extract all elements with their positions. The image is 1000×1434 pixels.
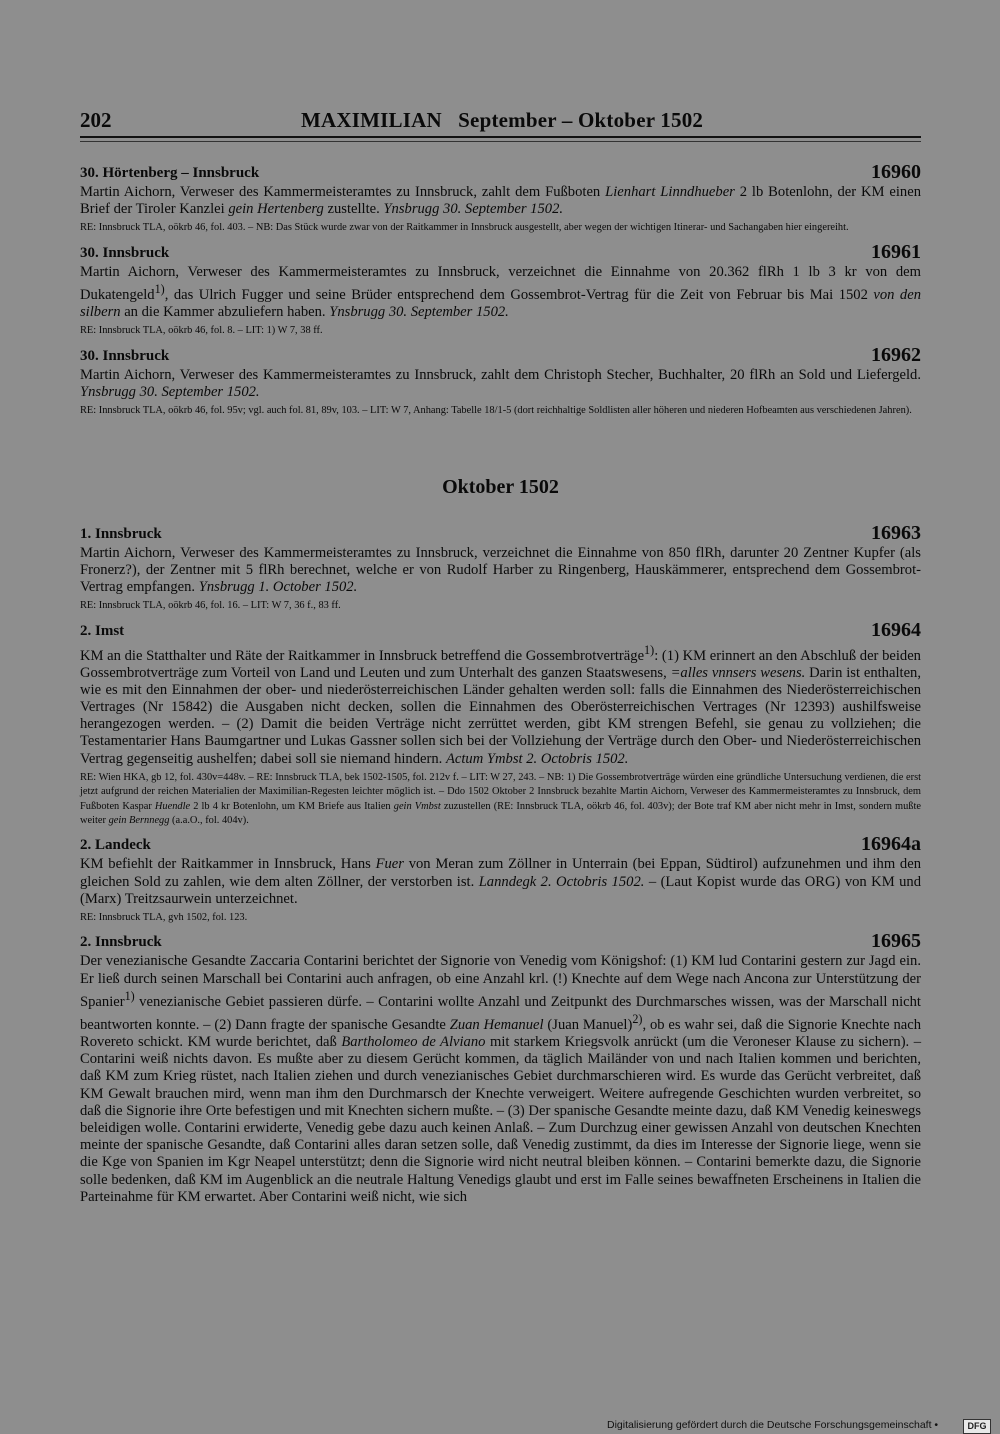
entry-heading	[80, 343, 921, 367]
entry-number: 16962	[871, 343, 921, 366]
entry-date: 30. Innsbruck	[80, 244, 170, 261]
entry-heading	[80, 240, 921, 264]
entry-date: 2. Innsbruck	[80, 934, 162, 951]
running-header	[80, 108, 921, 138]
entries-september	[80, 161, 922, 419]
entry-body: Der venezianische Gesandte Zaccaria Contarini berichtet der Signorie von Venedig vom Königshof: (1) KM lud Contarini gestern zur Jagd ein. Er ließ durch seinen Marschall bei Contarini auch anfragen, ob eine Anzahl krl. (!) Knechte auf dem Wege nach Ancona zur Unterstützung der Spanier$^{1)}$ venezianische Gebiet passieren dürfe. – Contarini wollte Anzahl und Zeitpunkt des Durchmarsches wissen, was der Marschall nicht beantworten konnte. – (2) Dann fragte der spanische Gesandte Zuan Hemanuel (Juan Manuel)$^{2)}$, ob es wahr sei, daß die Signorie Knechte nach Rovereto schickt. KM wurde berichtet, daß Bartholomeo de Alviano mit starkem Kriegsvolk anrückt (um die Veroneser Klause zu sichern). – Contarini weiß nichts davon. Es mußte aber zu diesem Gerücht kommen, da täglich Mailänder von und nach Italien kommen und berichten, daß KM zum Krieg rüstet, nach Italien ziehen und durch venezianisches Gebiet durchmarschieren wird. Es wurde das Gerücht verbreitet, daß KM Gewalt brauchen mird, wenn man ihm den Durchmarsch der Knechte verweigert. Weitere aufregende Geschichten wurden verbreitet, so daß die Signorie ihre Orte befestigen und mit Knechten sichern mußte. – (3) Der spanische Gesandte meinte dazu, daß KM Venedig keineswegs beleidigen wolle. Contarini erwiderte, Venedig gebe dazu auch keinen Anlaß. – Zum Durchzug einer gewissen Anzahl von deutschen Knechten meinte der spanische Gesandte, daß Contarini alles daran setzen solle, daß Venedig zustimmt, da dies im Interesse der Signorie liege, wenn sie die Kge von Spanien im Kgr Neapel unterstützt; denn die Signorie wird nicht neutral bleiben können. – Contarini bemerkte dazu, die Signorie solle bedenken, daß KM im Augenblick an die neutrale Haltung Venedigs glaubt und erst im Falle seines bewaffneten Erscheinens in Italien die Parteinahme für KM erwartet. Aber Contarini weiß nicht, wie sich	[80, 953, 922, 1205]
entries-october	[80, 521, 922, 1207]
entry-body: KM an die Statthalter und Räte der Raitkammer in Innsbruck betreffend die Gossembrotverträge$^{1)}$: (1) KM erinnert an den Abschluß der beiden Gossembrotverträge zum Vorteil von Land und Leuten und zum Unterhalt des ganzen Staatswesens, =alles vnnsers wesens. Darin ist enthalten, wie es mit den Einnahmen der ober- und niederösterreichischen Länder gehalten werden soll: falls die Einnahmen des Niederösterreichischen Vertrages (Nr 15842) die Ausgaben nicht decken, sollen die Einnahmen des Oberösterreichischen Vertrages (Nr 12393) aushilfsweise herangezogen werden. – (2) Damit die beiden Verträge nicht zerrüttet werden, gibt KM strengen Befehl, sie genau zu vollziehen; die Testamentarier Hans Baumgartner und Lukas Gassner sollen sich bei der Vollziehung der Verträge durch den Ober- und Niederösterreichischen Vertrag gegenseitig aushelfen; dabei soll sie niemand hindern. Actum Ymbst 2. Octobris 1502.	[80, 642, 921, 767]
entry-16964	[80, 618, 921, 829]
entry-body: Martin Aichorn, Verweser des Kammermeisteramtes zu Innsbruck, zahlt dem Fußboten Lienhart Linndhueber 2 lb Botenlohn, der KM einen Brief der Tiroler Kanzlei gein Hertenberg zustellte. Ynsbrugg 30. September 1502.	[80, 184, 922, 218]
entry-date: 2. Imst	[80, 622, 125, 639]
entry-date: 30. Hörtenberg – Innsbruck	[80, 165, 260, 181]
entry-number: 16963	[871, 521, 921, 544]
entry-note: RE: Innsbruck TLA, oökrb 46, fol. 8. – LIT: 1) W 7, 38 ff.	[80, 325, 323, 337]
entry-number: 16964	[871, 618, 921, 641]
entry-note: RE: Innsbruck TLA, oökrb 46, fol. 403. – NB: Das Stück wurde zwar von der Raitkammer in Innsbruck ausgestellt, aber wegen der wichtigen Itinerar- und Sachangaben hier eingereiht.	[80, 222, 849, 234]
page-number: 202	[80, 108, 112, 132]
entry-16963	[80, 521, 921, 614]
entry-date: 1. Innsbruck	[80, 525, 162, 542]
entry-16961	[80, 240, 922, 339]
entry-heading	[80, 618, 921, 642]
entry-date: 2. Landeck	[80, 837, 151, 854]
dfg-logo: DFG	[963, 1419, 991, 1434]
entry-number: 16964a	[861, 833, 921, 856]
entry-body: Martin Aichorn, Verweser des Kammermeisteramtes zu Innsbruck, verzeichnet die Einnahme von 850 flRh, darunter 20 Zentner Kupfer (als Fronerz?), der Zentner mit 5 flRh berechnet, welche er von Rudolf Harber zu Ringenberg, Hauskämmerer, entsprechend dem Gossembrot-Vertrag empfangen. Ynsbrugg 1. October 1502.	[80, 544, 921, 595]
footer-credit: Digitalisierung gefördert durch die Deutsche Forschungsgemeinschaft •	[607, 1419, 939, 1431]
entry-body: KM befiehlt der Raitkammer in Innsbruck, Hans Fuer von Meran zum Zöllner in Unterrain (bei Eppan, Südtirol) aufzunehmen und ihm den gleichen Sold zu zahlen, wie dem alten Zöllner, der verstorben ist. Lanndegk 2. Octobris 1502. – (Laut Kopist wurde das ORG) von KM und (Marx) Treitzsaurwein unterzeichnet.	[80, 856, 922, 907]
entry-16964a	[80, 833, 922, 925]
entry-16965	[80, 930, 922, 1206]
entry-body: Martin Aichorn, Verweser des Kammermeisteramtes zu Innsbruck, zahlt dem Christoph Stecher, Buchhalter, 20 flRh an Sold und Liefergeld. Ynsbrugg 30. September 1502.	[80, 366, 921, 400]
entry-body: Martin Aichorn, Verweser des Kammermeisteramtes zu Innsbruck, verzeichnet die Einnahme von 20.362 flRh 1 lb 3 kr von dem Dukatengeld$^{1)}$, das Ulrich Fugger und seine Brüder entsprechend dem Gossembrot-Vertrag für die Zeit von Februar bis Mai 1502 von den silbern an die Kammer abzuliefern haben. Ynsbrugg 30. September 1502.	[80, 263, 922, 321]
entry-heading	[80, 161, 921, 184]
section-title: Oktober 1502	[442, 475, 559, 498]
entry-number: 16961	[871, 240, 921, 263]
entry-note: RE: Innsbruck TLA, gvh 1502, fol. 123.	[80, 912, 248, 924]
entry-note: RE: Innsbruck TLA, oökrb 46, fol. 95v; vgl. auch fol. 81, 89v, 103. – LIT: W 7, Anhang: Tabelle 18/1-5 (dort reichhaltige Soldlisten aller höheren und niederen Hofbeamten aus verschiedenen Jahren).	[80, 405, 912, 417]
document-page	[80, 108, 921, 1206]
running-title: MAXIMILIAN September – Oktober 1502	[301, 108, 704, 132]
header-rule-thin	[80, 141, 921, 142]
entry-number: 16960	[871, 161, 921, 183]
entry-heading	[80, 833, 921, 856]
entry-16962	[80, 343, 921, 419]
entry-heading	[80, 930, 921, 953]
entry-heading	[80, 521, 921, 545]
entry-date: 30. Innsbruck	[80, 347, 170, 364]
entry-16960	[80, 161, 922, 236]
entry-note: RE: Innsbruck TLA, oökrb 46, fol. 16. – LIT: W 7, 36 f., 83 ff.	[80, 600, 341, 612]
entry-note: RE: Wien HKA, gb 12, fol. 430v=448v. – RE: Innsbruck TLA, bek 1502-1505, fol. 212v f. – LIT: W 27, 243. – NB: 1) Die Gossembrotverträge würden eine gründliche Untersuchung verdienen, die erst jetzt aufgrund der reichen Materialien der Maximilian-Regesten leichter möglich ist. – Ddo 1502 Oktober 2 Innsbruck bezahlte Martin Aichorn, Verweser des Kammermeisteramtes zu Innsbruck, dem Fußboten Kaspar Huendle 2 lb 4 kr Botenlohn, um KM Briefe aus Italien gein Vmbst zuzustellen (RE: Innsbruck TLA, oökrb 46, fol. 403v); der Bote traf KM aber nicht mehr in Imst, sondern mußte weiter gein Bernnegg (a.a.O., fol. 404v).	[80, 771, 921, 827]
entry-number: 16965	[871, 930, 921, 953]
header-rule	[80, 136, 921, 138]
